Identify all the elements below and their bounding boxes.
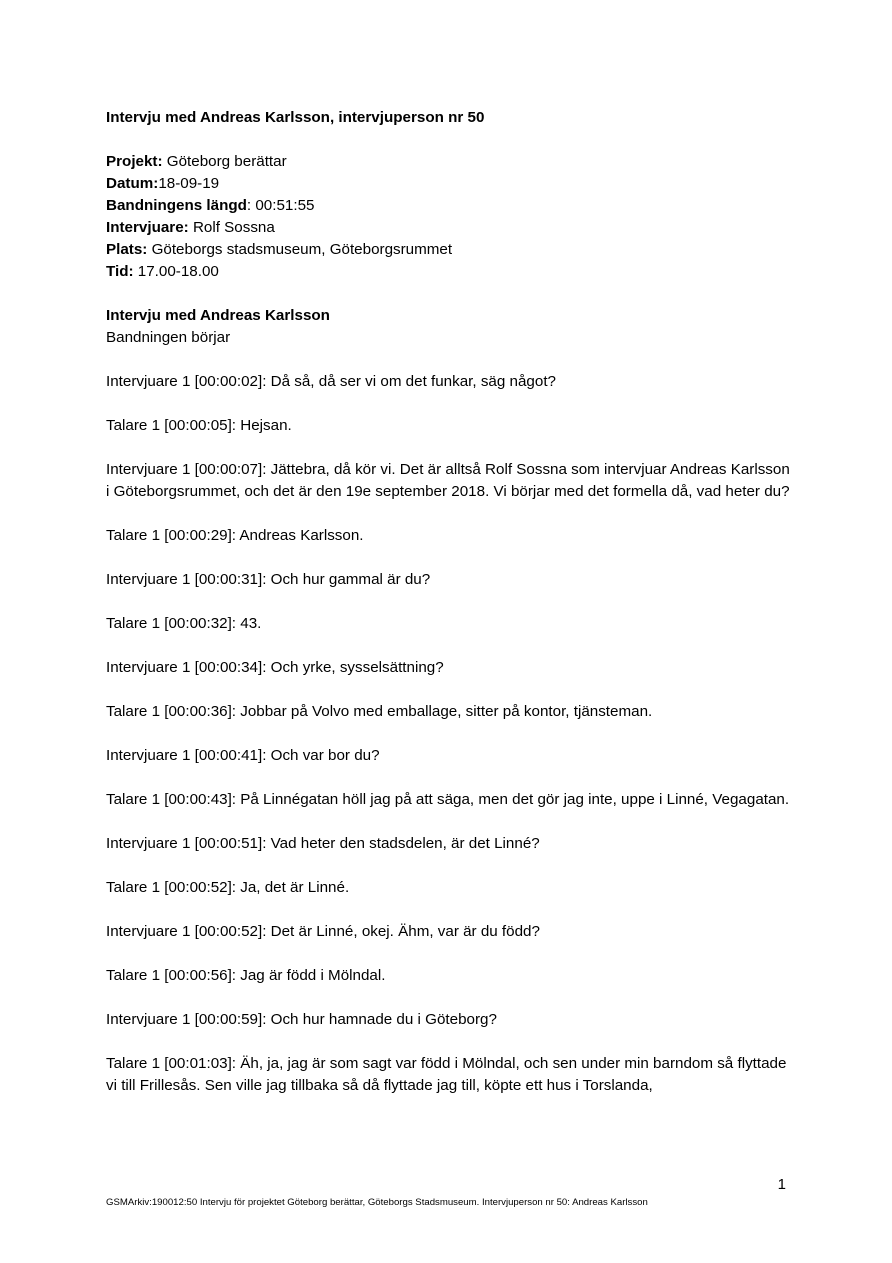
section-subtitle: Bandningen börjar [106,329,231,346]
meta-value: 18-09-19 [158,175,220,192]
meta-value: Rolf Sossna [188,219,275,236]
transcript [106,371,796,1097]
meta-label: Projekt: [106,153,163,170]
meta-project [106,151,796,173]
meta-value: : 00:51:55 [246,197,315,214]
utterance-speaker: Talare 1 [00:00:29]: Andreas Karlsson. [106,527,364,544]
meta-value: 17.00-18.00 [133,263,219,280]
section-title: Intervju med Andreas Karlsson [106,307,330,324]
utterance-interviewer: Intervjuare 1 [00:00:02]: Då så, då ser vi om det funkar, säg något? [106,373,556,390]
meta-date [106,173,796,195]
utterance-interviewer: Intervjuare 1 [00:00:34]: Och yrke, sysselsättning? [106,659,444,676]
meta-recording-length [106,195,796,217]
utterance-interviewer: Intervjuare 1 [00:00:31]: Och hur gammal är du? [106,571,431,588]
utterance-interviewer: Intervjuare 1 [00:00:59]: Och hur hamnade du i Göteborg? [106,1011,497,1028]
document-page [106,107,796,1119]
utterance-interviewer: Intervjuare 1 [00:00:07]: Jättebra, då kör vi. Det är alltså Rolf Sossna som intervjuar Andreas Karlsson i Göteborgsrummet, och det är den 19e september 2018. Vi börjar med det formella då, vad heter du? [106,461,790,500]
utterance-interviewer: Intervjuare 1 [00:00:51]: Vad heter den stadsdelen, är det Linné? [106,835,540,852]
meta-interviewer [106,217,796,239]
metadata-block [106,151,796,283]
meta-label: Tid: [106,263,134,280]
meta-time [106,261,796,283]
utterance-speaker: Talare 1 [00:00:36]: Jobbar på Volvo med emballage, sitter på kontor, tjänsteman. [106,703,653,720]
utterance-speaker: Talare 1 [00:00:52]: Ja, det är Linné. [106,879,350,896]
meta-label: Bandningens längd [106,197,247,214]
utterance-interviewer: Intervjuare 1 [00:00:41]: Och var bor du? [106,747,380,764]
utterance-speaker: Talare 1 [00:00:56]: Jag är född i Mölndal. [106,967,386,984]
utterance-speaker: Talare 1 [00:01:03]: Äh, ja, jag är som sagt var född i Mölndal, och sen under min barndom så flyttade vi till Frillesås. Sen ville jag tillbaka så då flyttade jag till, köpte ett hus i Torslanda, [106,1055,787,1094]
interview-section-header [106,305,796,349]
meta-label: Plats: [106,241,148,258]
meta-label: Intervjuare: [106,219,189,236]
utterance-speaker: Talare 1 [00:00:43]: På Linnégatan höll jag på att säga, men det gör jag inte, uppe i Linné, Vegagatan. [106,791,790,808]
document-title: Intervju med Andreas Karlsson, intervjuperson nr 50 [106,109,485,126]
page-footer: GSMArkiv:190012:50 Intervju för projektet Göteborg berättar, Göteborgs Stadsmuseum. Intervjuperson nr 50: Andreas Karlsson [106,1197,648,1208]
meta-value: Göteborgs stadsmuseum, Göteborgsrummet [147,241,453,258]
utterance-speaker: Talare 1 [00:00:05]: Hejsan. [106,417,292,434]
utterance-interviewer: Intervjuare 1 [00:00:52]: Det är Linné, okej. Ähm, var är du född? [106,923,540,940]
meta-value: Göteborg berättar [162,153,287,170]
meta-place [106,239,796,261]
page-number: 1 [777,1176,786,1193]
meta-label: Datum: [106,175,159,192]
utterance-speaker: Talare 1 [00:00:32]: 43. [106,615,262,632]
